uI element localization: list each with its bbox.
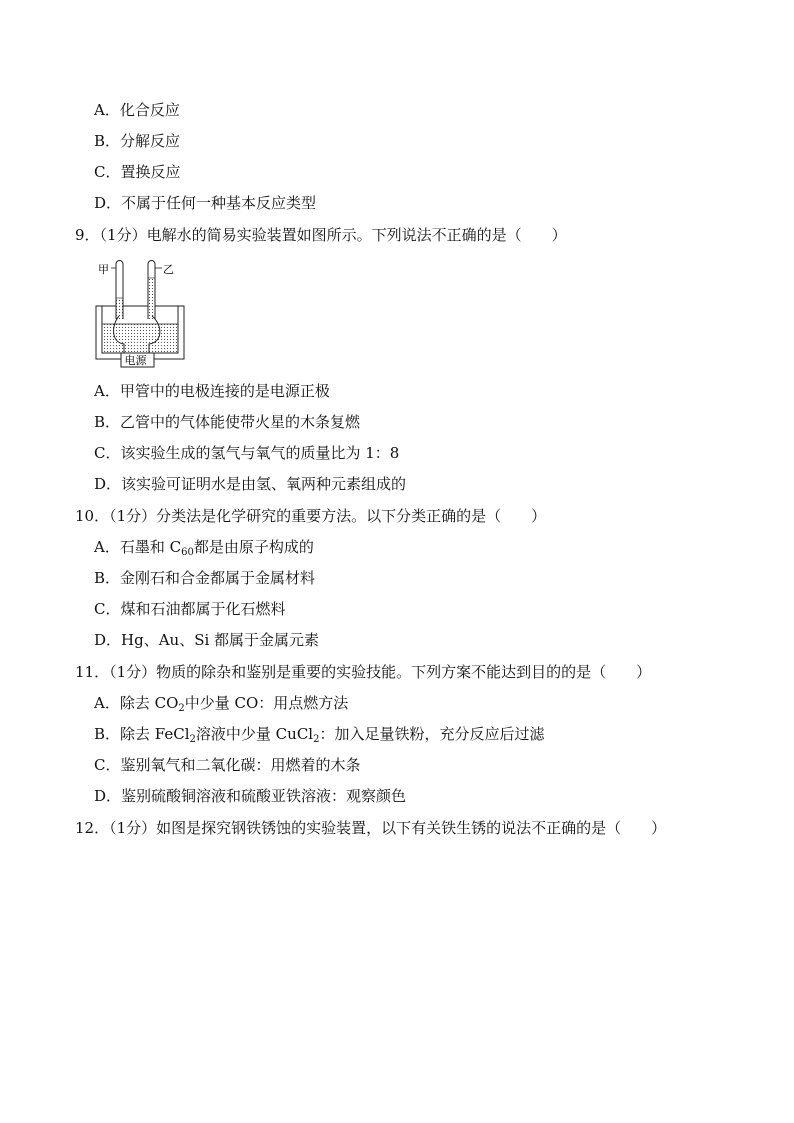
electrolysis-apparatus-figure: [94, 254, 194, 369]
label-power: 电源: [124, 354, 147, 367]
q10-stem: 10．（1分）分类法是化学研究的重要方法。以下分类正确的是（ ）: [75, 507, 547, 525]
q10-option-a: A．石墨和 $C_{60}$都是由原子构成的: [94, 538, 314, 558]
q11-stem: 11．（1分）物质的除杂和鉴别是重要的实验技能。下列方案不能达到目的的是（ ）: [75, 663, 652, 681]
label-yi: 乙: [163, 263, 174, 276]
q9-option-b: B．乙管中的气体能使带火星的木条复燃: [94, 413, 361, 431]
q10-option-b: B．金刚石和合金都属于金属材料: [94, 569, 316, 587]
q11-option-a: A．除去 $CO_2$中少量 CO：用点燃方法: [94, 694, 349, 714]
q8-option-b: B．分解反应: [94, 132, 181, 150]
q9-option-a: A．甲管中的电极连接的是电源正极: [94, 382, 330, 400]
q10-option-c: C．煤和石油都属于化石燃料: [94, 600, 286, 618]
q9-stem: 9．（1分）电解水的简易实验装置如图所示。下列说法不正确的是（ ）: [75, 226, 567, 244]
label-jia: 甲: [98, 263, 109, 276]
q11-option-d: D．鉴别硫酸铜溶液和硫酸亚铁溶液：观察颜色: [94, 787, 407, 805]
q11-option-b: B．除去 FeCl$_2$溶液中少量 CuCl$_2$：加入足量铁粉，充分反应后过滤: [94, 725, 545, 745]
q12-stem: 12．（1分）如图是探究钢铁锈蚀的实验装置，以下有关铁生锈的说法不正确的是（ ）: [75, 819, 667, 837]
q8-option-d: D．不属于任何一种基本反应类型: [94, 194, 317, 212]
q11-option-c: C．鉴别氧气和二氧化碳：用燃着的木条: [94, 756, 361, 774]
q8-option-c: C．置换反应: [94, 163, 181, 181]
q10-option-d: D．Hg、Au、Si 都属于金属元素: [94, 631, 320, 649]
q9-option-d: D．该实验可证明水是由氢、氧两种元素组成的: [94, 475, 407, 493]
q9-option-c: C．该实验生成的氢气与氧气的质量比为 1：8: [94, 444, 400, 462]
q8-option-a: A．化合反应: [94, 101, 180, 119]
